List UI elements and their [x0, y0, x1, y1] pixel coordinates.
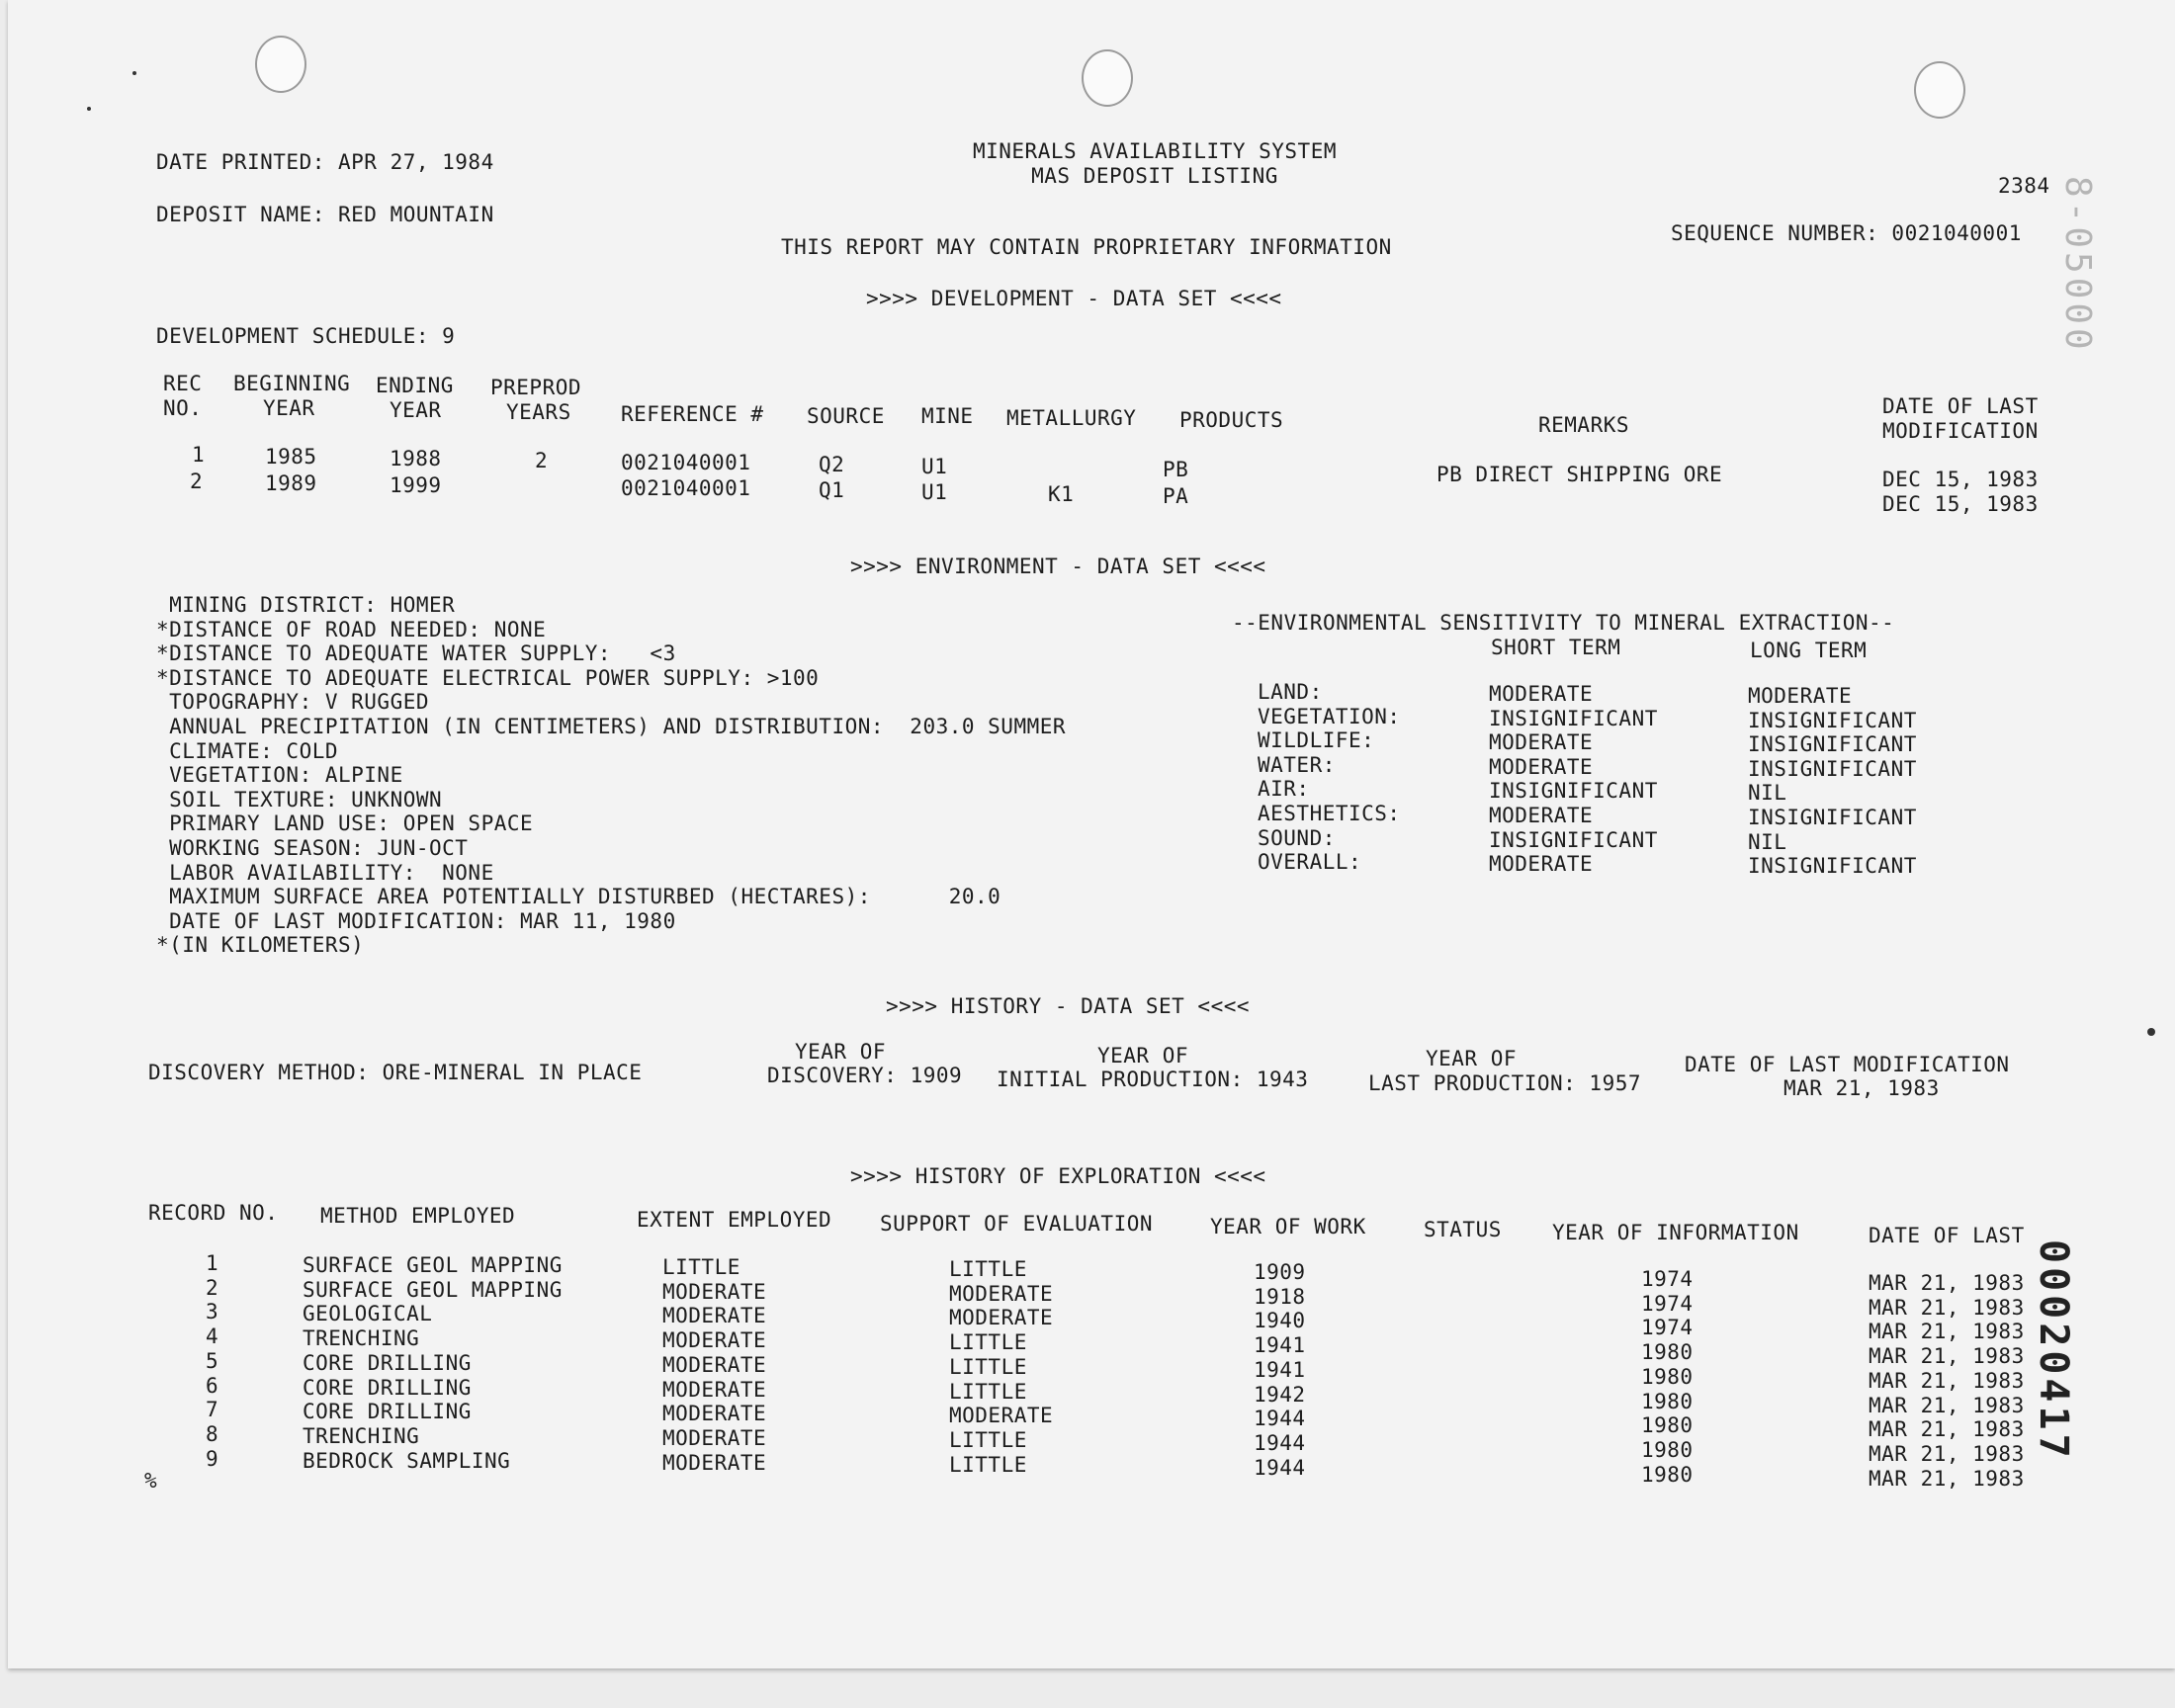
expl-row-date: MAR 21, 1983: [1869, 1344, 2025, 1369]
history-last-production: LAST PRODUCTION: 1957: [1368, 1071, 1642, 1095]
system-title: MINERALS AVAILABILITY SYSTEM: [972, 139, 1337, 163]
sequence-number: SEQUENCE NUMBER: 0021040001: [1671, 221, 2022, 245]
expl-row-number: 3: [206, 1300, 219, 1324]
listing-title: MAS DEPOSIT LISTING: [1031, 164, 1278, 188]
speck: [87, 107, 91, 111]
faint-stamp-number: 8-05000: [2057, 176, 2098, 354]
expl-row-date: MAR 21, 1983: [1869, 1466, 2025, 1491]
expl-row-info: 1974: [1641, 1316, 1694, 1340]
expl-row-date: MAR 21, 1983: [1869, 1368, 2025, 1393]
expl-row-extent: MODERATE: [662, 1402, 767, 1426]
expl-row-extent: MODERATE: [662, 1425, 767, 1450]
dev-row-end: 1999: [390, 473, 442, 497]
environment-line: *(IN KILOMETERS): [156, 933, 365, 958]
expl-header-method: METHOD EMPLOYED: [320, 1204, 516, 1228]
expl-row-number: 7: [206, 1398, 219, 1422]
dev-row-preprod: 2: [535, 449, 549, 472]
sensitivity-short-term: MODERATE: [1489, 682, 1594, 706]
deposit-name: DEPOSIT NAME: RED MOUNTAIN: [156, 203, 494, 226]
expl-row-date: MAR 21, 1983: [1869, 1271, 2025, 1295]
expl-row-method: TRENCHING: [303, 1326, 420, 1351]
expl-row-info: 1980: [1641, 1389, 1694, 1413]
expl-row-support: LITTLE: [949, 1330, 1027, 1355]
punch-hole-center: [1082, 49, 1133, 107]
sensitivity-label: SOUND:: [1258, 825, 1336, 850]
environment-line: ANNUAL PRECIPITATION (IN CENTIMETERS) AND DISTRIBUTION: 203.0 SUMMER: [156, 715, 1067, 738]
dev-header-ending-year: YEAR: [390, 398, 442, 422]
dev-row-metallurgy: K1: [1048, 482, 1075, 506]
expl-header-extent: EXTENT EMPLOYED: [637, 1208, 832, 1232]
sensitivity-long-term: INSIGNIFICANT: [1748, 708, 1917, 732]
dev-row-products: PA: [1163, 484, 1189, 508]
dev-header-rec: REC: [163, 372, 203, 395]
sensitivity-label: WILDLIFE:: [1258, 728, 1375, 753]
dev-header-preprod-years: YEARS: [506, 400, 571, 424]
dev-row-reference: 0021040001: [621, 451, 751, 474]
expl-row-method: BEDROCK SAMPLING: [303, 1448, 511, 1473]
sensitivity-label: WATER:: [1258, 752, 1336, 777]
expl-row-info: 1974: [1641, 1267, 1694, 1291]
environment-line: TOPOGRAPHY: V RUGGED: [156, 690, 430, 715]
history-section-title: >>>> HISTORY - DATA SET <<<<: [886, 994, 1251, 1018]
environment-line: SOIL TEXTURE: UNKNOWN: [156, 787, 443, 811]
dev-header-reference: REFERENCE #: [621, 402, 764, 426]
dev-row-rec: 2: [190, 470, 204, 493]
expl-row-method: SURFACE GEOL MAPPING: [303, 1253, 563, 1277]
environment-line: MAXIMUM SURFACE AREA POTENTIALLY DISTURBED (HECTARES): 20.0: [156, 885, 1001, 909]
environment-line: DATE OF LAST MODIFICATION: MAR 11, 1980: [156, 908, 676, 933]
expl-row-info: 1980: [1641, 1364, 1694, 1389]
expl-header-status: STATUS: [1424, 1218, 1502, 1241]
punch-hole-right: [1914, 61, 1965, 119]
dev-header-date-of-last: DATE OF LAST: [1882, 394, 2039, 418]
expl-header-record: RECORD NO.: [148, 1201, 279, 1225]
expl-row-number: 1: [206, 1251, 219, 1275]
environment-line: MINING DISTRICT: HOMER: [156, 593, 456, 617]
expl-row-method: GEOLOGICAL: [303, 1302, 433, 1326]
dev-row-remarks: PB DIRECT SHIPPING ORE: [1436, 463, 1723, 486]
dev-header-products: PRODUCTS: [1179, 408, 1284, 432]
expl-row-info: 1980: [1641, 1340, 1694, 1365]
expl-row-date: MAR 21, 1983: [1869, 1441, 2025, 1466]
expl-row-info: 1974: [1641, 1291, 1694, 1316]
expl-row-extent: MODERATE: [662, 1304, 767, 1328]
expl-row-year: 1941: [1254, 1333, 1306, 1358]
dev-row-reference: 0021040001: [621, 476, 751, 500]
dev-header-beginning: BEGINNING: [233, 372, 351, 395]
expl-row-extent: MODERATE: [662, 1377, 767, 1402]
expl-row-info: 1980: [1641, 1462, 1694, 1487]
expl-row-extent: MODERATE: [662, 1328, 767, 1353]
sensitivity-short-term-header: SHORT TERM: [1491, 636, 1621, 659]
expl-row-method: CORE DRILLING: [303, 1375, 472, 1400]
history-year-of-initial-label: YEAR OF: [1097, 1044, 1189, 1068]
expl-row-support: LITTLE: [949, 1379, 1027, 1404]
expl-row-support: LITTLE: [949, 1452, 1027, 1477]
date-printed: DATE PRINTED: APR 27, 1984: [156, 150, 494, 174]
sensitivity-long-term: NIL: [1748, 829, 1787, 854]
sensitivity-label: OVERALL:: [1258, 850, 1362, 875]
expl-row-support: LITTLE: [949, 1427, 1027, 1452]
expl-row-number: 2: [206, 1275, 219, 1300]
sensitivity-label: VEGETATION:: [1258, 704, 1401, 728]
expl-row-extent: MODERATE: [662, 1352, 767, 1377]
environment-line: CLIMATE: COLD: [156, 738, 339, 763]
sensitivity-short-term: MODERATE: [1489, 804, 1594, 827]
sensitivity-short-term: INSIGNIFICANT: [1489, 706, 1658, 730]
expl-header-date: DATE OF LAST: [1869, 1224, 2025, 1247]
sensitivity-short-term: MODERATE: [1489, 730, 1594, 755]
dev-header-preprod: PREPROD: [490, 376, 582, 399]
expl-row-support: LITTLE: [949, 1257, 1027, 1281]
expl-row-info: 1980: [1641, 1413, 1694, 1438]
expl-row-year: 1942: [1254, 1382, 1306, 1407]
expl-header-support: SUPPORT OF EVALUATION: [880, 1212, 1154, 1236]
expl-row-year: 1909: [1254, 1260, 1306, 1284]
history-date-value: MAR 21, 1983: [1784, 1076, 1940, 1100]
expl-row-date: MAR 21, 1983: [1869, 1393, 2025, 1417]
expl-row-year: 1944: [1254, 1455, 1306, 1480]
sensitivity-long-term: MODERATE: [1748, 684, 1853, 708]
environment-line: *DISTANCE OF ROAD NEEDED: NONE: [156, 617, 547, 641]
expl-header-info: YEAR OF INFORMATION: [1552, 1221, 1799, 1244]
development-schedule: DEVELOPMENT SCHEDULE: 9: [156, 324, 456, 348]
dev-header-source: SOURCE: [807, 404, 885, 428]
expl-row-method: SURFACE GEOL MAPPING: [303, 1277, 563, 1302]
environment-line: WORKING SEASON: JUN-OCT: [156, 836, 469, 860]
expl-row-extent: MODERATE: [662, 1279, 767, 1304]
sensitivity-short-term: INSIGNIFICANT: [1489, 827, 1658, 852]
expl-row-support: MODERATE: [949, 1404, 1054, 1428]
expl-row-date: MAR 21, 1983: [1869, 1320, 2025, 1344]
development-section-title: >>>> DEVELOPMENT - DATA SET <<<<: [866, 287, 1282, 310]
sensitivity-long-term: INSIGNIFICANT: [1748, 732, 1917, 757]
sensitivity-short-term: MODERATE: [1489, 754, 1594, 779]
dev-row-source: Q2: [819, 453, 845, 476]
end-mark: %: [144, 1469, 158, 1493]
expl-row-extent: MODERATE: [662, 1450, 767, 1475]
side-stamp-number: 00020417: [2031, 1239, 2076, 1462]
expl-row-number: 4: [206, 1324, 219, 1349]
sensitivity-long-term: INSIGNIFICANT: [1748, 854, 1917, 879]
expl-header-year: YEAR OF WORK: [1210, 1215, 1366, 1238]
page-number: 2384: [1998, 174, 2050, 198]
history-year-of-last-label: YEAR OF: [1426, 1047, 1518, 1070]
sensitivity-label: AIR:: [1258, 777, 1310, 802]
punch-hole-left: [255, 36, 306, 93]
expl-row-support: MODERATE: [949, 1281, 1054, 1306]
sensitivity-short-term: INSIGNIFICANT: [1489, 779, 1658, 804]
expl-row-support: MODERATE: [949, 1306, 1054, 1330]
dev-header-modification: MODIFICATION: [1882, 419, 2039, 443]
expl-row-year: 1944: [1254, 1407, 1306, 1431]
dev-header-metallurgy: METALLURGY: [1006, 406, 1137, 430]
environment-line: PRIMARY LAND USE: OPEN SPACE: [156, 811, 534, 836]
expl-row-support: LITTLE: [949, 1354, 1027, 1379]
proprietary-notice: THIS REPORT MAY CONTAIN PROPRIETARY INFORMATION: [781, 235, 1392, 259]
environment-line: *DISTANCE TO ADEQUATE WATER SUPPLY: <3: [156, 641, 676, 666]
dev-row-mine: U1: [921, 455, 948, 478]
dev-header-remarks: REMARKS: [1538, 413, 1630, 437]
dev-row-date: DEC 15, 1983: [1882, 492, 2039, 516]
expl-row-number: 5: [206, 1348, 219, 1373]
environment-line: VEGETATION: ALPINE: [156, 763, 403, 788]
dev-header-mine: MINE: [921, 404, 974, 428]
dev-header-ending: ENDING: [376, 374, 454, 397]
speck: [132, 71, 136, 75]
dev-row-source: Q1: [819, 478, 845, 502]
sensitivity-label: LAND:: [1258, 680, 1323, 704]
sensitivity-long-term-header: LONG TERM: [1750, 639, 1868, 662]
history-initial-production: INITIAL PRODUCTION: 1943: [997, 1068, 1309, 1091]
sensitivity-long-term: INSIGNIFICANT: [1748, 756, 1917, 781]
dev-row-begin: 1989: [265, 471, 317, 495]
dev-row-rec: 1: [192, 443, 206, 467]
speck: [2147, 1028, 2155, 1036]
expl-row-year: 1944: [1254, 1430, 1306, 1455]
expl-row-date: MAR 21, 1983: [1869, 1417, 2025, 1442]
expl-row-date: MAR 21, 1983: [1869, 1295, 2025, 1320]
environment-line: *DISTANCE TO ADEQUATE ELECTRICAL POWER SUPPLY: >100: [156, 665, 820, 690]
dev-header-beginning-year: YEAR: [263, 396, 315, 420]
dev-row-end: 1988: [390, 447, 442, 470]
expl-row-year: 1940: [1254, 1309, 1306, 1333]
expl-row-number: 6: [206, 1373, 219, 1398]
sensitivity-title: --ENVIRONMENTAL SENSITIVITY TO MINERAL EXTRACTION--: [1232, 611, 1895, 635]
dev-row-products: PB: [1163, 458, 1189, 481]
expl-row-year: 1918: [1254, 1284, 1306, 1309]
exploration-section-title: >>>> HISTORY OF EXPLORATION <<<<: [850, 1164, 1266, 1188]
history-date-label: DATE OF LAST MODIFICATION: [1685, 1053, 2010, 1076]
sensitivity-long-term: INSIGNIFICANT: [1748, 806, 1917, 829]
expl-row-number: 9: [206, 1446, 219, 1471]
history-discovery: DISCOVERY: 1909: [767, 1064, 963, 1087]
expl-row-year: 1941: [1254, 1357, 1306, 1382]
expl-row-method: CORE DRILLING: [303, 1350, 472, 1375]
document-page: [8, 0, 2175, 1668]
sensitivity-long-term: NIL: [1748, 781, 1787, 806]
expl-row-extent: LITTLE: [662, 1255, 740, 1279]
environment-line: LABOR AVAILABILITY: NONE: [156, 860, 494, 885]
expl-row-number: 8: [206, 1421, 219, 1446]
expl-row-method: TRENCHING: [303, 1423, 420, 1448]
expl-row-method: CORE DRILLING: [303, 1400, 472, 1424]
sensitivity-short-term: MODERATE: [1489, 852, 1594, 877]
history-year-of-discovery-label: YEAR OF: [795, 1040, 887, 1064]
dev-row-mine: U1: [921, 480, 948, 504]
dev-row-begin: 1985: [265, 445, 317, 469]
environment-section-title: >>>> ENVIRONMENT - DATA SET <<<<: [850, 555, 1266, 578]
expl-row-info: 1980: [1641, 1437, 1694, 1462]
history-discovery-method: DISCOVERY METHOD: ORE-MINERAL IN PLACE: [148, 1061, 643, 1084]
sensitivity-label: AESTHETICS:: [1258, 802, 1401, 825]
dev-row-date: DEC 15, 1983: [1882, 468, 2039, 491]
dev-header-no: NO.: [163, 396, 203, 420]
